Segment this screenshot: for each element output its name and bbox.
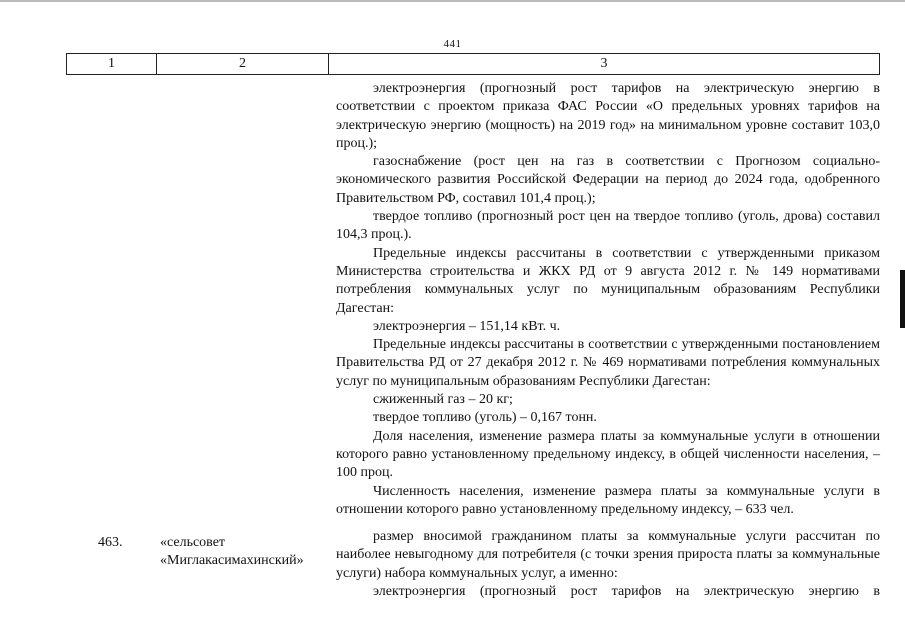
entry-number: 463. (98, 535, 123, 550)
paragraph: электроэнергия (прогнозный рост тарифов на электрическую энергию в (373, 583, 880, 599)
table-header-row (66, 53, 880, 75)
previous-entry-text (336, 80, 880, 519)
scan-top-edge (0, 0, 905, 2)
entry-name-line-2: «Миглакасимахинский» (160, 553, 304, 569)
paragraph: Предельные индексы рассчитаны в соответствии с утвержденными постановлением Правительства РД от 27 декабря 2012 г. № 469 нормативами потребления коммунальных услуг по муниципальным образованиям Республики Дагестан: (336, 337, 880, 389)
entry-municipality-name (160, 534, 304, 571)
paragraph: сжиженный газ – 20 кг; (373, 392, 513, 408)
paragraph: твердое топливо (уголь) – 0,167 тонн. (373, 410, 597, 426)
scan-margin-mark (900, 270, 905, 328)
page-number: 441 (443, 38, 462, 50)
paragraph: Предельные индексы рассчитаны в соответствии с утвержденными приказом Министерства строительства и ЖКХ РД от 9 августа 2012 г. № 149 нормативами потребления коммунальных услуг по муниципальным образованиям Республики Дагестан: (336, 245, 880, 316)
entry-text (336, 528, 880, 601)
paragraph: Доля населения, изменение размера платы за коммунальные услуги в отношении которого равно установленному предельному индексу, в общей численности населения, – 100 проц. (336, 428, 880, 481)
paragraph: твердое топливо (прогнозный рост цен на твердое топливо (уголь, дрова) составил 104,3 проц.). (336, 209, 880, 243)
entry-name-line-1: «сельсовет (160, 535, 226, 550)
table-header-col-3: 3 (600, 56, 608, 71)
paragraph: размер вносимой гражданином платы за коммунальные услуги рассчитан по наиболее невыгодному для потребителя (с точки зрения прироста платы за коммунальные услуги) набора коммунальных услуг, а именно: (336, 529, 880, 581)
paragraph: газоснабжение (рост цен на газ в соответствии с Прогнозом социально-экономического развития Российской Федерации на период до 2024 года, одобренного Правительством РФ, составил 101,4 проц.); (336, 154, 880, 206)
table-header-col-2: 2 (157, 54, 329, 74)
paragraph: электроэнергия (прогнозный рост тарифов на электрическую энергию в соответствии с проектом приказа ФАС России «О предельных уровнях тарифов на электрическую энергию (мощность) на 2019 год» на минимальном уровне составит 103,0 проц.); (336, 81, 880, 151)
table-header-col-1: 1 (67, 54, 157, 74)
paragraph: Численность населения, изменение размера платы за коммунальные услуги в отношении которого равно установленному предельному индексу, – 633 чел. (336, 483, 880, 517)
paragraph: электроэнергия – 151,14 кВт. ч. (373, 318, 561, 334)
